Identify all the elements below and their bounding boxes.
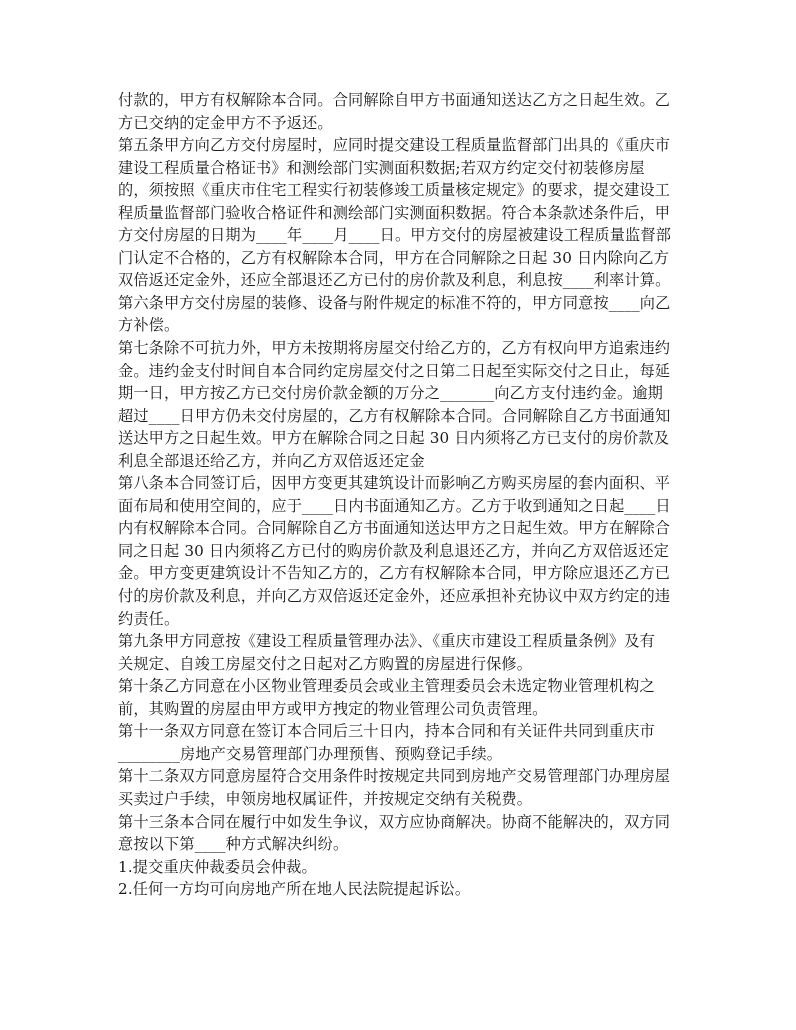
text-line: 方已交纳的定金甲方不予返还。 (118, 113, 333, 132)
text-line: 金。甲方变更建筑设计不告知乙方的，乙方有权解除本合同，甲方除应退还乙方已 (118, 564, 671, 583)
text-line: 第七条除不可抗力外，甲方未按期将房屋交付给乙方的，乙方有权向甲方追索违约 (118, 339, 671, 358)
text-line: 第十一条双方同意在签订本合同后三十日内，持本合同和有关证件共同到重庆市 (118, 722, 655, 741)
text-line: 付的房价款及利息，并向乙方双倍返还定金外，还应承担补充协议中双方约定的违 (118, 587, 671, 606)
text-line: 门认定不合格的，乙方有权解除本合同，甲方在合同解除之日起 30 日内除向乙方 (118, 248, 670, 267)
text-line: 付款的，甲方有权解除本合同。合同解除自甲方书面通知送达乙方之日起生效。乙 (118, 91, 671, 109)
text-line: 第六条甲方交付房屋的装修、设备与附件规定的标准不符的，甲方同意按____向乙 (118, 293, 671, 312)
text-line: 双倍返还定金外，还应全部退还乙方已付的房价款及利息，利息按____利率计算。 (118, 271, 671, 290)
text-line: 面布局和使用空间的，应于____日内书面通知乙方。乙方于收到通知之日起____日 (118, 496, 671, 515)
text-line: 超过____日甲方仍未交付房屋的，乙方有权解除本合同。合同解除自乙方书面通知 (118, 406, 671, 425)
text-line: 同之日起 30 日内须将乙方已付的购房价款及利息退还乙方，并向乙方双倍返还定 (118, 541, 670, 560)
text-line: 1.提交重庆仲裁委员会仲裁。 (118, 857, 317, 876)
text-line: 建设工程质量合格证书》和测绘部门实测面积数据;若双方约定交付初装修房屋 (118, 158, 645, 177)
text-line: 金。违约金支付时间自本合同约定房屋交付之日第二日起至实际交付之日止，每延 (118, 361, 671, 380)
text-line: 买卖过户手续，申领房地权属证件，并按规定交纳有关税费。 (118, 789, 533, 808)
text-line: 第八条本合同签订后，因甲方变更其建筑设计而影响乙方购买房屋的套内面积、平 (118, 474, 671, 493)
text-line: 期一日，甲方按乙方已交付房价款金额的万分之_______向乙方支付违约金。逾期 (118, 384, 664, 403)
text-line: 第十三条本合同在履行中如发生争议，双方应协商解决。协商不能解决的，双方同 (118, 812, 671, 831)
text-line: 程质量监督部门验收合格证件和测绘部门实测面积数据。符合本条款述条件后，甲 (118, 203, 671, 222)
text-line: 的，须按照《重庆市住宅工程实行初装修竣工质量核定规定》的要求，提交建设工 (118, 181, 671, 200)
text-line: 第十二条双方同意房屋符合交用条件时按规定共同到房地产交易管理部门办理房屋 (118, 767, 671, 786)
text-line: 送达甲方之日起生效。甲方在解除合同之日起 30 日内须将乙方已支付的房价款及 (118, 429, 670, 448)
text-line: 约责任。 (118, 609, 180, 628)
text-line: 第九条甲方同意按《建设工程质量管理办法》、《重庆市建设工程质量条例》及有 (118, 632, 655, 651)
text-line: 2.任何一方均可向房地产所在地人民法院提起诉讼。 (118, 880, 471, 899)
text-line: ________房地产交易管理部门办理预售、预购登记手续。 (118, 744, 503, 763)
text-line: 内有权解除本合同。合同解除自乙方书面通知送达甲方之日起生效。甲方在解除合 (118, 519, 671, 538)
text-line: 关规定、自竣工房屋交付之日起对乙方购置的房屋进行保修。 (118, 654, 533, 673)
text-line: 方交付房屋的日期为____年____月____日。甲方交付的房屋被建设工程质量监督部 (118, 226, 672, 245)
text-line: 第五条甲方向乙方交付房屋时，应同时提交建设工程质量监督部门出具的《重庆市 (118, 136, 671, 155)
contract-text (118, 89, 686, 901)
text-line: 第十条乙方同意在小区物业管理委员会或业主管理委员会未选定物业管理机构之 (118, 677, 655, 696)
text-line: 方补偿。 (118, 316, 180, 335)
text-line: 前，其购置的房屋由甲方或甲方拽定的物业管理公司负责管理。 (118, 699, 548, 718)
text-line: 意按以下第____种方式解决纠纷。 (118, 835, 349, 854)
text-line: 利息全部退还给乙方，并向乙方双倍返还定金 (118, 451, 425, 470)
